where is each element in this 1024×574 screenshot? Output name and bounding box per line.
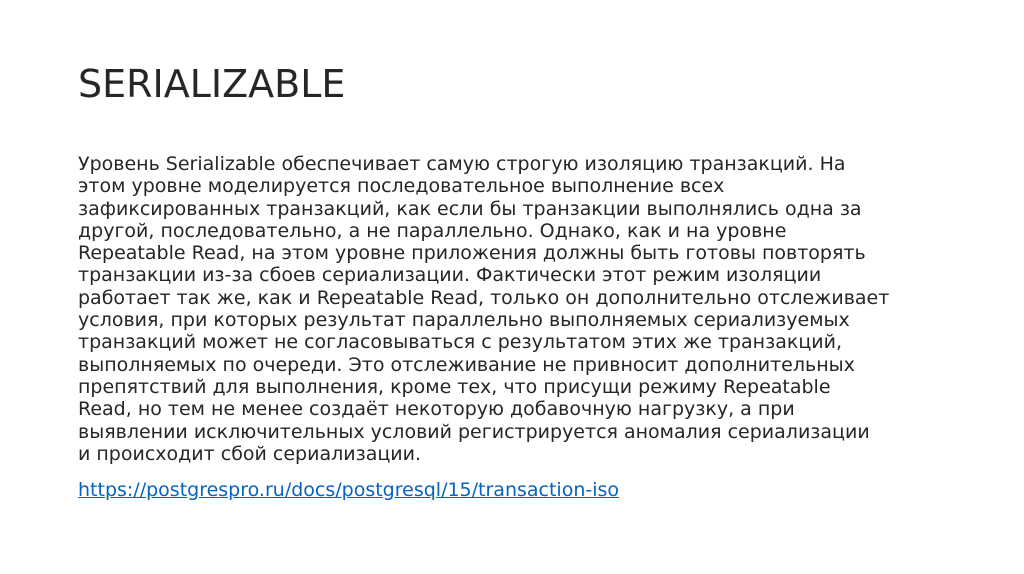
paragraph-line: другой, последовательно, а не параллельно. Однако, как и на уровне	[78, 219, 787, 242]
paragraph-line: Repeatable Read, на этом уровне приложения должны быть готовы повторять	[78, 242, 866, 265]
paragraph-line: выявлении исключительных условий регистрируется аномалия сериализации	[78, 420, 870, 443]
paragraph-line: и происходит сбой сериализации.	[78, 442, 422, 465]
slide-title: SERIALIZABLE	[78, 62, 346, 106]
paragraph-line: условия, при которых результат параллельно выполняемых сериализуемых	[78, 309, 850, 332]
paragraph-line: Read, но тем не менее создаёт некоторую добавочную нагрузку, а при	[78, 398, 795, 421]
paragraph-line: Уровень Serializable обеспечивает самую строгую изоляцию транзакций. На	[78, 153, 846, 175]
paragraph-line: препятствий для выполнения, кроме тех, что присущи режиму Repeatable	[78, 375, 831, 398]
docs-link[interactable]: https://postgrespro.ru/docs/postgresql/15/transaction-iso	[78, 479, 620, 501]
paragraph-line: зафиксированных транзакций, как если бы транзакции выполнялись одна за	[78, 197, 862, 220]
paragraph-line: работает так же, как и Repeatable Read, только он дополнительно отслеживает	[78, 286, 890, 309]
paragraph-line: этом уровне моделируется последовательное выполнение всех	[78, 175, 725, 198]
slide-body-paragraph	[78, 153, 953, 465]
paragraph-line: выполняемых по очереди. Это отслеживание не привносит дополнительных	[78, 353, 855, 376]
paragraph-line: транзакций может не согласовываться с результатом этих же транзакций,	[78, 331, 842, 354]
paragraph-line: транзакции из-за сбоев сериализации. Фактически этот режим изоляции	[78, 264, 822, 287]
